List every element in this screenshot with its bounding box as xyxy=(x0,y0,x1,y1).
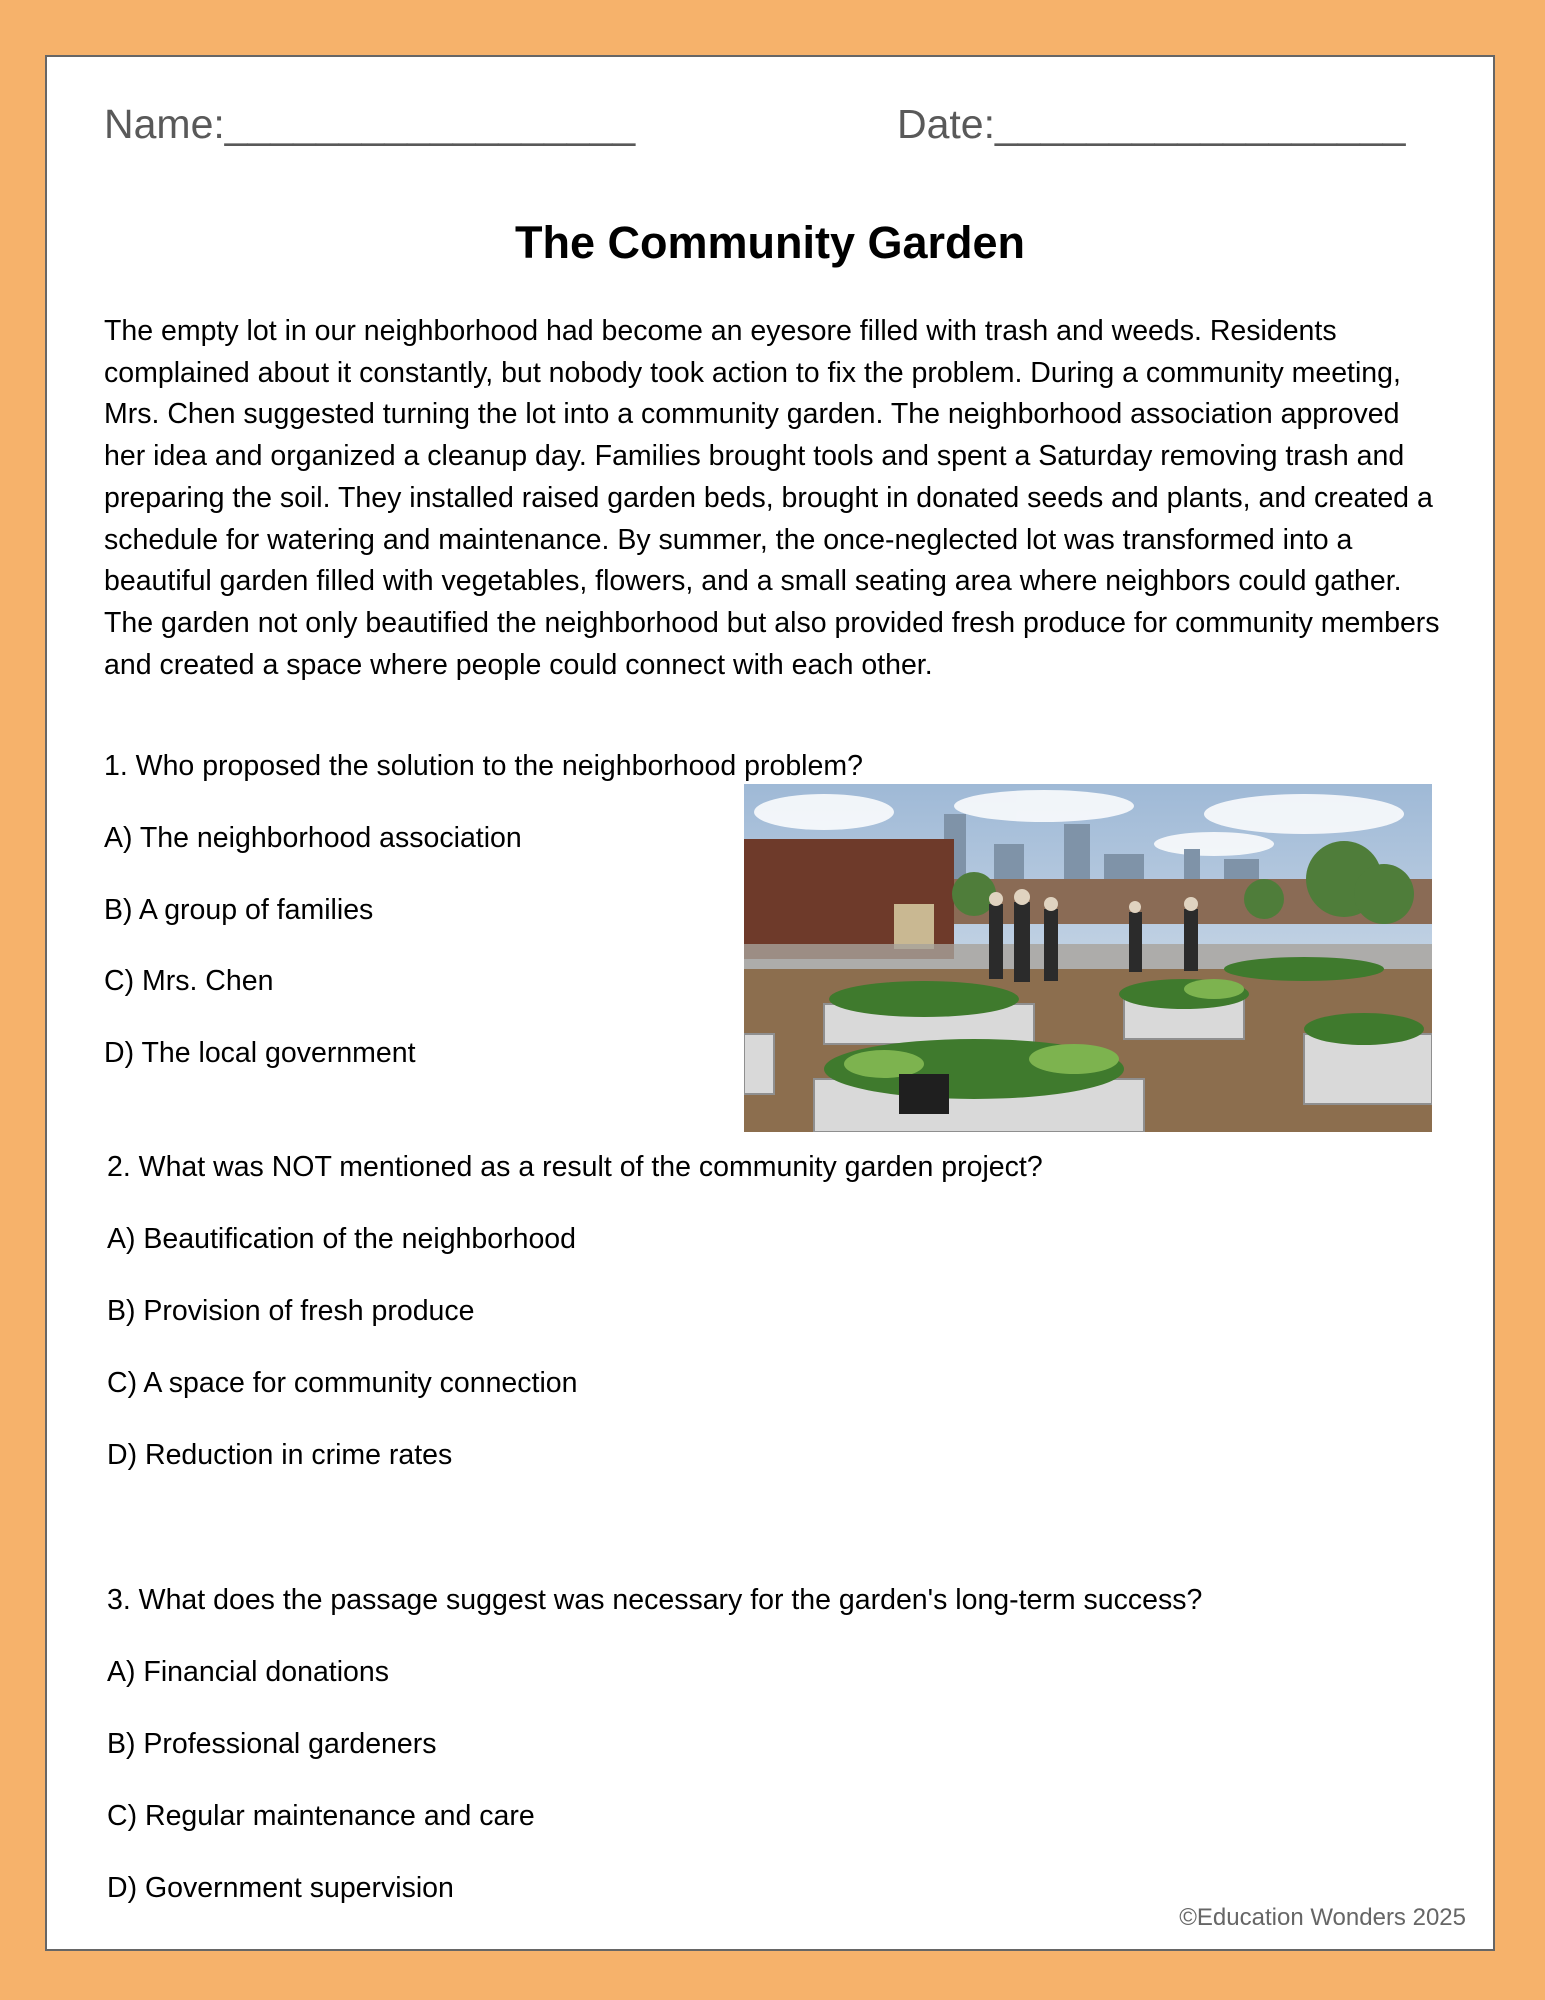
question-2-option-a[interactable]: A) Beautification of the neighborhood xyxy=(107,1223,576,1255)
question-2-option-d[interactable]: D) Reduction in crime rates xyxy=(107,1439,453,1471)
question-1-option-a[interactable]: A) The neighborhood association xyxy=(104,822,522,854)
question-2-option-c[interactable]: C) A space for community connection xyxy=(107,1367,578,1399)
date-field: Date:__________________ xyxy=(897,101,1406,147)
question-1-option-c[interactable]: C) Mrs. Chen xyxy=(104,965,274,997)
question-1-option-b[interactable]: B) A group of families xyxy=(104,894,374,926)
question-2-option-b[interactable]: B) Provision of fresh produce xyxy=(107,1295,475,1327)
question-3-option-b[interactable]: B) Professional gardeners xyxy=(107,1728,437,1760)
page-title: The Community Garden xyxy=(514,217,1026,268)
question-3-option-c[interactable]: C) Regular maintenance and care xyxy=(107,1800,535,1832)
question-2: 2. What was NOT mentioned as a result of the community garden project? xyxy=(107,1151,1043,1183)
question-3-option-a[interactable]: A) Financial donations xyxy=(107,1656,389,1688)
community-garden-photo xyxy=(744,784,1432,1132)
copyright-notice: ©Education Wonders 2025 xyxy=(1179,1904,1466,1931)
reading-passage: The empty lot in our neighborhood had become an eyesore filled with trash and weeds. Residents complained about it constantly, but nobody took action to fix the problem. During a community meeting, Mrs. Chen suggested turning the lot into a community garden. The neighborhood association approved her idea and organized a cleanup day. Families brought tools and spent a Saturday removing trash and preparing the soil. They installed raised garden beds, brought in donated seeds and plants, and created a schedule for watering and maintenance. By summer, the once-neglected lot was transformed into a beautiful garden filled with vegetables, flowers, and a small seating area where neighbors could gather. The garden not only beautified the neighborhood but also provided fresh produce for community members and created a space where people could connect with each other. xyxy=(104,315,1440,681)
worksheet-page xyxy=(45,55,1495,1951)
question-1: 1. Who proposed the solution to the neighborhood problem? xyxy=(104,750,863,782)
question-3: 3. What does the passage suggest was necessary for the garden's long-term success? xyxy=(107,1584,1203,1616)
name-field: Name:__________________ xyxy=(104,101,636,147)
question-1-option-d[interactable]: D) The local government xyxy=(104,1037,416,1069)
question-3-option-d[interactable]: D) Government supervision xyxy=(107,1872,454,1904)
